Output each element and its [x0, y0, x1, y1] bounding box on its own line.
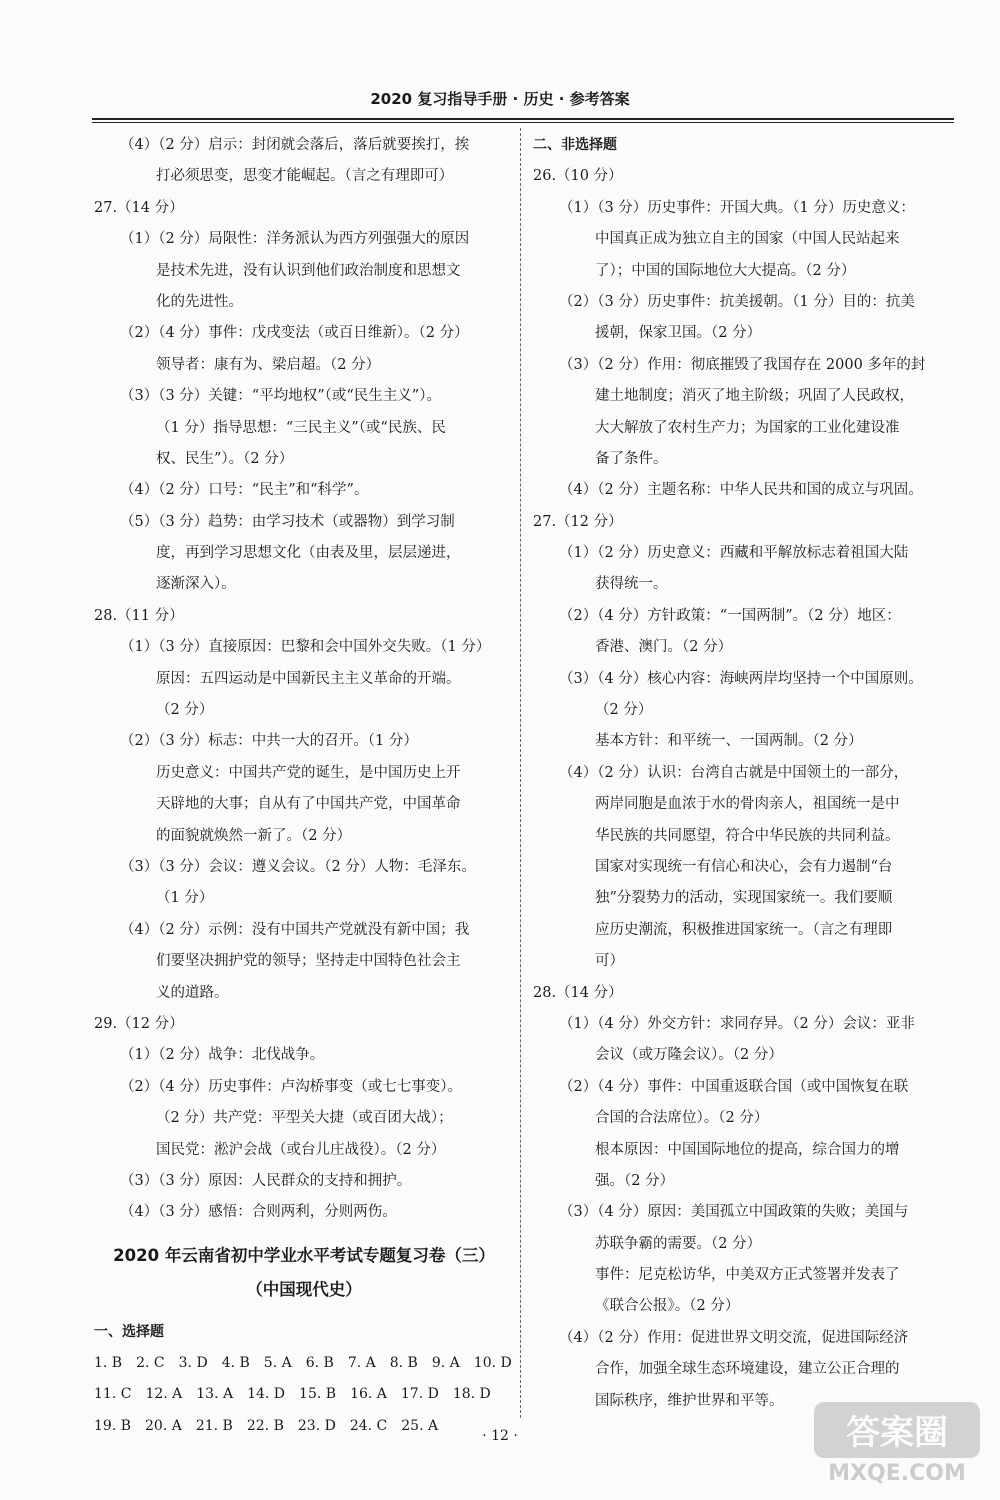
answer-line: （4）（3 分）感悟：合则两利，分则两伤。: [120, 1204, 397, 1221]
mc-answer: 6. B: [305, 1355, 334, 1372]
running-header: 2020 复习指导手册 · 历史 · 参考答案: [370, 90, 630, 108]
question-number: 28.（14 分）: [533, 984, 623, 1001]
answer-line: 化的先进性。: [156, 293, 243, 310]
answer-line: 援朝，保家卫国。（2 分）: [595, 325, 762, 342]
answer-line: （1）（2 分）历史意义：西藏和平解放标志着祖国大陆: [559, 545, 909, 562]
answer-line: 义的道路。: [156, 984, 229, 1001]
mc-answer: 7. A: [347, 1355, 376, 1372]
answer-line: （3）（3 分）原因：人民群众的支持和拥护。: [120, 1172, 412, 1189]
answer-line: 可）: [595, 953, 624, 970]
answer-line: （2 分）: [595, 702, 653, 719]
right-column: [533, 130, 957, 1417]
answer-line: （1）（4 分）外交方针：求同存异。（2 分）会议：亚非: [559, 1015, 915, 1032]
mc-answer: 10. D: [473, 1355, 512, 1372]
left-column: [94, 130, 514, 1442]
mc-answer: 20. A: [145, 1417, 182, 1434]
question-number: 28.（11 分）: [94, 607, 184, 624]
answer-line: 会议（或万隆会议）。（2 分）: [595, 1047, 783, 1064]
mc-answer: 3. D: [178, 1355, 208, 1372]
answer-line: （2）（3 分）历史事件：抗美援朝。（1 分）目的：抗美: [559, 293, 915, 310]
answer-line: （4）（2 分）主题名称：中华人民共和国的成立与巩固。: [559, 482, 923, 499]
answer-line: 强。（2 分）: [595, 1172, 675, 1189]
mc-answer: 25. A: [401, 1417, 439, 1434]
answer-line: 备了条件。: [595, 450, 668, 467]
answer-line: （1）（3 分）历史事件：开国大典。（1 分）历史意义：: [559, 199, 915, 216]
answer-line: （4）（2 分）认识：台湾自古就是中国领土的一部分，: [559, 764, 909, 781]
mc-answer: 16. A: [350, 1386, 387, 1403]
right-answer-lines: [533, 130, 957, 1417]
answer-line: 国民党：淞沪会战（或台儿庄战役）。（2 分）: [156, 1141, 446, 1158]
answer-line: 中国真正成为独立自主的国家（中国人民站起来: [595, 231, 900, 248]
answer-line: 领导者：康有为、梁启超。（2 分）: [156, 356, 381, 373]
answer-line: （1）（2 分）战争：北伐战争。: [120, 1047, 325, 1064]
answer-line: （2 分）共产党：平型关大捷（或百团大战）；: [156, 1110, 453, 1127]
mc-answer: 2. C: [136, 1355, 165, 1372]
answer-line: 两岸同胞是血浓于水的骨肉亲人，祖国统一是中: [595, 796, 900, 813]
answer-line: 合国的合法席位）。（2 分）: [595, 1110, 769, 1127]
answer-line: （3）（2 分）作用：彻底摧毁了我国存在 2000 多年的封: [559, 356, 926, 373]
answer-line: 根本原因：中国国际地位的提高，综合国力的增: [595, 1141, 900, 1158]
answer-line: （1）（2 分）局限性：洋务派认为西方列强强大的原因: [120, 231, 470, 248]
mc-answer: 15. B: [299, 1386, 337, 1403]
page-number: · 12 ·: [482, 1428, 518, 1444]
mc-answer: 11. C: [94, 1386, 132, 1403]
answer-line: 国际秩序，维护世界和平等。: [595, 1392, 784, 1409]
header-rule: [92, 118, 954, 120]
question-number: 26.（10 分）: [533, 168, 623, 185]
mc-answer: 23. D: [297, 1417, 336, 1434]
answer-line: 华民族的共同愿望，符合中华民族的共同利益。: [595, 827, 900, 844]
answer-line: 应历史潮流，积极推进国家统一。（言之有理即: [595, 921, 893, 938]
watermark-logo: [812, 1396, 982, 1486]
answer-line: （4）（2 分）口号：“民主”和“科学”。: [120, 482, 369, 499]
column-divider: [520, 128, 521, 1418]
answer-line: 历史意义：中国共产党的诞生，是中国历史上开: [156, 764, 461, 781]
answer-line: 逐渐深入）。: [156, 576, 236, 593]
answer-line: 是技术先进，没有认识到他们政治制度和思想文: [156, 262, 461, 279]
answer-line: 苏联争霸的需要。（2 分）: [595, 1235, 762, 1252]
watermark-top-text: 答案圈: [846, 1413, 948, 1453]
mc-answer-row: [94, 1348, 514, 1379]
mc-answer: 4. B: [221, 1355, 250, 1372]
answer-line: （3）（4 分）核心内容：海峡两岸均坚持一个中国原则。: [559, 670, 923, 687]
answer-line: 打必须思变，思变才能崛起。（言之有理即可）: [156, 168, 454, 185]
mc-answer: 22. B: [246, 1417, 284, 1434]
answer-line: 建土地制度；消灭了地主阶级；巩固了人民政权，: [595, 388, 914, 405]
mc-answer: 13. A: [196, 1386, 234, 1403]
answer-line: （1 分）指导思想：“三民主义”（或“民族、民: [156, 419, 446, 436]
mc-answer: 14. D: [247, 1386, 286, 1403]
answer-line: 天辟地的大事；自从有了中国共产党，中国革命: [156, 796, 461, 813]
watermark-bottom-text: MXQE.COM: [828, 1461, 966, 1486]
answer-line: 独”分裂势力的活动，实现国家统一。我们要顺: [595, 890, 893, 907]
answer-line: 事件：尼克松访华，中美双方正式签署并发表了: [595, 1267, 900, 1284]
answer-line: 大大解放了农村生产力；为国家的工业化建设准: [595, 419, 900, 436]
answer-line: （2）（4 分）方针政策：“一国两制”。（2 分）地区：: [559, 607, 901, 624]
mc-answer: 8. B: [389, 1355, 418, 1372]
answer-line: （2）（4 分）事件：中国重返联合国（或中国恢复在联: [559, 1078, 909, 1095]
answer-line: 香港、澳门。（2 分）: [595, 639, 733, 656]
answer-line: （1 分）: [156, 890, 214, 907]
answer-line: 了）；中国的国际地位大大提高。（2 分）: [595, 262, 856, 279]
exam-title: 2020 年云南省初中学业水平考试专题复习卷（三）: [113, 1245, 495, 1265]
answer-line: （4）（2 分）启示：封闭就会落后，落后就要挨打，挨: [120, 137, 470, 153]
mc-heading: 一、选择题: [94, 1323, 164, 1340]
mc-answer: 21. B: [195, 1417, 233, 1434]
question-number: 27.（14 分）: [94, 199, 184, 216]
answer-line: （2）（4 分）事件：戊戌变法（或百日维新）。（2 分）: [120, 325, 469, 342]
mc-answer-row: [94, 1379, 514, 1410]
mc-answer: 19. B: [94, 1417, 132, 1434]
mc-answer: 1. B: [94, 1355, 123, 1372]
answer-line: （3）（3 分）关键：“平均地权”（或“民生主义”）。: [120, 388, 441, 405]
answer-line: （2）（4 分）历史事件：卢沟桥事变（或七七事变）。: [120, 1078, 463, 1095]
mc-answer: 5. A: [263, 1355, 292, 1372]
answer-line: 《联合公报》。（2 分）: [595, 1298, 740, 1315]
left-answer-lines: [94, 130, 514, 1229]
answer-line: 合作，加强全球生态环境建设，建立公正合理的: [595, 1361, 900, 1378]
mc-answer: 12. A: [145, 1386, 183, 1403]
header-rule-thin: [92, 122, 954, 123]
question-number: 29.（12 分）: [94, 1015, 184, 1032]
answer-line: 获得统一。: [595, 576, 668, 593]
answer-line: （2 分）: [156, 702, 214, 719]
answer-line: （5）（3 分）趋势：由学习技术（或器物）到学习制: [120, 513, 455, 530]
exam-subtitle: （中国现代史）: [246, 1279, 362, 1299]
answer-line: （3）（3 分）会议：遵义会议。（2 分）人物：毛泽东。: [120, 858, 476, 875]
mc-answer: 17. D: [400, 1386, 439, 1403]
answer-line: （2）（3 分）标志：中共一大的召开。（1 分）: [120, 733, 418, 750]
answer-line: 基本方针：和平统一、一国两制。（2 分）: [595, 733, 863, 750]
answer-line: （3）（4 分）原因：美国孤立中国政策的失败；美国与: [559, 1204, 909, 1221]
answer-line: （4）（2 分）示例：没有中国共产党就没有新中国；我: [120, 921, 470, 938]
mc-answer: 24. C: [349, 1417, 388, 1434]
answer-line: 原因：五四运动是中国新民主主义革命的开端。: [156, 670, 461, 687]
mc-answer: 18. D: [452, 1386, 491, 1403]
answer-line: 的面貌就焕然一新了。（2 分）: [156, 827, 352, 844]
answer-line: 度，再到学习思想文化（由表及里，层层递进，: [156, 545, 461, 562]
answer-line: （1）（3 分）直接原因：巴黎和会中国外交失败。（1 分）: [120, 639, 491, 656]
answer-line: （4）（2 分）作用：促进世界文明交流，促进国际经济: [559, 1329, 909, 1346]
answer-line: 国家对实现统一有信心和决心，会有力遏制“台: [595, 858, 893, 875]
question-number: 27.（12 分）: [533, 513, 623, 530]
mc-answer: 9. A: [431, 1355, 460, 1372]
section-heading: 二、非选择题: [533, 137, 617, 153]
answer-line: 们要坚决拥护党的领导；坚持走中国特色社会主: [156, 953, 461, 970]
answer-line: 权、民生”）。（2 分）: [156, 450, 294, 467]
